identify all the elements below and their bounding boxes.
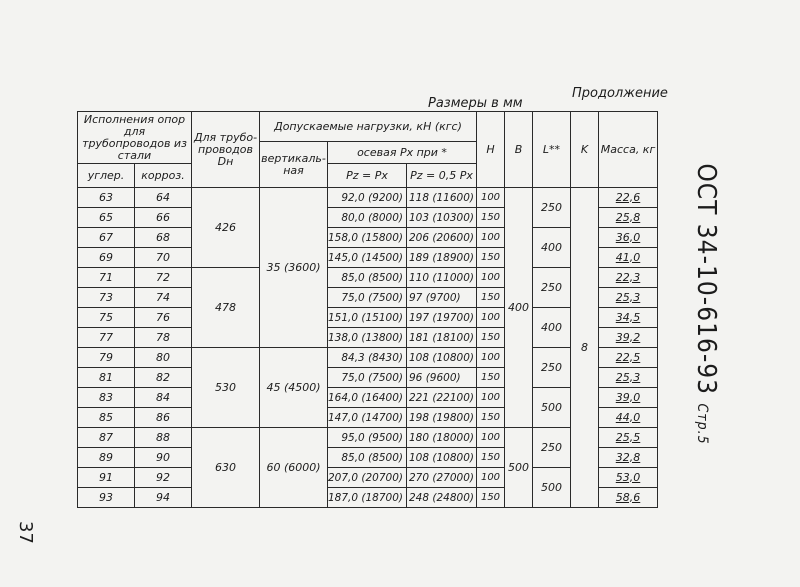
vertical-load-cell: 45 (4500) — [260, 348, 328, 428]
corrosion-cell: 64 — [135, 188, 192, 208]
h-cell: 150 — [477, 488, 505, 508]
corrosion-cell: 74 — [135, 288, 192, 308]
mass-cell: 25,3 — [599, 368, 658, 388]
axial-eq-cell: 164,0 (16400) — [328, 388, 407, 408]
axial-half-cell: 248 (24800) — [407, 488, 477, 508]
h-cell: 100 — [477, 228, 505, 248]
corrosion-cell: 90 — [135, 448, 192, 468]
header-versions: Исполнения опор для трубопроводов из стали — [78, 112, 192, 164]
h-cell: 100 — [477, 468, 505, 488]
axial-eq-cell: 85,0 (8500) — [328, 268, 407, 288]
corrosion-cell: 92 — [135, 468, 192, 488]
l-cell: 250 — [533, 268, 571, 308]
header-carbon: углер. — [78, 164, 135, 188]
axial-eq-cell: 147,0 (14700) — [328, 408, 407, 428]
mass-cell: 25,8 — [599, 208, 658, 228]
carbon-cell: 87 — [78, 428, 135, 448]
axial-half-cell: 96 (9600) — [407, 368, 477, 388]
axial-eq-cell: 75,0 (7500) — [328, 368, 407, 388]
axial-eq-cell: 92,0 (9200) — [328, 188, 407, 208]
header-mass: Масса, кг — [599, 112, 658, 188]
corrosion-cell: 84 — [135, 388, 192, 408]
page-number: 37 — [14, 521, 36, 544]
mass-cell: 22,3 — [599, 268, 658, 288]
mass-cell: 25,5 — [599, 428, 658, 448]
axial-half-cell: 118 (11600) — [407, 188, 477, 208]
corrosion-cell: 72 — [135, 268, 192, 288]
mass-cell: 22,5 — [599, 348, 658, 368]
carbon-cell: 81 — [78, 368, 135, 388]
h-cell: 100 — [477, 388, 505, 408]
header-pz-eq: Pz = Px — [328, 164, 407, 188]
continuation-label: Продолжение — [572, 86, 668, 101]
header-corrosion: корроз. — [135, 164, 192, 188]
corrosion-cell: 86 — [135, 408, 192, 428]
pipe-cell: 630 — [192, 428, 260, 508]
axial-half-cell: 197 (19700) — [407, 308, 477, 328]
header-pipe: Для трубо-проводов Dн — [192, 112, 260, 188]
l-cell: 250 — [533, 188, 571, 228]
pipe-cell: 478 — [192, 268, 260, 348]
corrosion-cell: 76 — [135, 308, 192, 328]
dimensions-note: Размеры в мм — [428, 96, 523, 111]
mass-cell: 32,8 — [599, 448, 658, 468]
l-cell: 500 — [533, 468, 571, 508]
b-cell: 400 — [505, 188, 533, 428]
mass-cell: 44,0 — [599, 408, 658, 428]
axial-half-cell: 181 (18100) — [407, 328, 477, 348]
axial-eq-cell: 151,0 (15100) — [328, 308, 407, 328]
mass-cell: 58,6 — [599, 488, 658, 508]
vertical-load-cell: 35 (3600) — [260, 188, 328, 348]
h-cell: 100 — [477, 268, 505, 288]
axial-eq-cell: 138,0 (13800) — [328, 328, 407, 348]
h-cell: 150 — [477, 368, 505, 388]
k-cell: 8 — [571, 188, 599, 508]
carbon-cell: 75 — [78, 308, 135, 328]
axial-half-cell: 103 (10300) — [407, 208, 477, 228]
h-cell: 150 — [477, 208, 505, 228]
table-row — [78, 188, 658, 208]
carbon-cell: 93 — [78, 488, 135, 508]
mass-cell: 53,0 — [599, 468, 658, 488]
h-cell: 150 — [477, 288, 505, 308]
pipe-cell: 530 — [192, 348, 260, 428]
axial-eq-cell: 85,0 (8500) — [328, 448, 407, 468]
axial-half-cell: 97 (9700) — [407, 288, 477, 308]
mass-cell: 41,0 — [599, 248, 658, 268]
corrosion-cell: 80 — [135, 348, 192, 368]
header-l: L** — [533, 112, 571, 188]
mass-cell: 22,6 — [599, 188, 658, 208]
supports-table — [77, 111, 658, 508]
carbon-cell: 73 — [78, 288, 135, 308]
axial-half-cell: 198 (19800) — [407, 408, 477, 428]
l-cell: 400 — [533, 228, 571, 268]
vertical-load-cell: 60 (6000) — [260, 428, 328, 508]
corrosion-cell: 68 — [135, 228, 192, 248]
axial-half-cell: 189 (18900) — [407, 248, 477, 268]
page-label: Стр.5 — [694, 403, 710, 445]
axial-half-cell: 221 (22100) — [407, 388, 477, 408]
axial-half-cell: 180 (18000) — [407, 428, 477, 448]
l-cell: 400 — [533, 308, 571, 348]
h-cell: 100 — [477, 428, 505, 448]
carbon-cell: 67 — [78, 228, 135, 248]
corrosion-cell: 70 — [135, 248, 192, 268]
carbon-cell: 63 — [78, 188, 135, 208]
h-cell: 100 — [477, 348, 505, 368]
axial-half-cell: 206 (20600) — [407, 228, 477, 248]
l-cell: 250 — [533, 428, 571, 468]
pipe-cell: 426 — [192, 188, 260, 268]
axial-half-cell: 108 (10800) — [407, 348, 477, 368]
h-cell: 150 — [477, 448, 505, 468]
corrosion-cell: 94 — [135, 488, 192, 508]
l-cell: 500 — [533, 388, 571, 428]
h-cell: 100 — [477, 188, 505, 208]
header-b: B — [505, 112, 533, 188]
axial-eq-cell: 75,0 (7500) — [328, 288, 407, 308]
carbon-cell: 91 — [78, 468, 135, 488]
mass-cell: 39,0 — [599, 388, 658, 408]
corrosion-cell: 88 — [135, 428, 192, 448]
corrosion-cell: 82 — [135, 368, 192, 388]
h-cell: 150 — [477, 328, 505, 348]
axial-eq-cell: 158,0 (15800) — [328, 228, 407, 248]
mass-cell: 34,5 — [599, 308, 658, 328]
l-cell: 250 — [533, 348, 571, 388]
axial-half-cell: 270 (27000) — [407, 468, 477, 488]
mass-cell: 39,2 — [599, 328, 658, 348]
h-cell: 150 — [477, 408, 505, 428]
axial-eq-cell: 145,0 (14500) — [328, 248, 407, 268]
axial-half-cell: 110 (11000) — [407, 268, 477, 288]
header-h: H — [477, 112, 505, 188]
h-cell: 100 — [477, 308, 505, 328]
carbon-cell: 83 — [78, 388, 135, 408]
carbon-cell: 79 — [78, 348, 135, 368]
header-vertical: вертикаль-ная — [260, 142, 328, 188]
axial-eq-cell: 187,0 (18700) — [328, 488, 407, 508]
carbon-cell: 77 — [78, 328, 135, 348]
header-loads: Допускаемые нагрузки, кН (кгс) — [260, 112, 477, 142]
axial-half-cell: 108 (10800) — [407, 448, 477, 468]
h-cell: 150 — [477, 248, 505, 268]
corrosion-cell: 66 — [135, 208, 192, 228]
mass-cell: 36,0 — [599, 228, 658, 248]
carbon-cell: 69 — [78, 248, 135, 268]
axial-eq-cell: 207,0 (20700) — [328, 468, 407, 488]
axial-eq-cell: 95,0 (9500) — [328, 428, 407, 448]
corrosion-cell: 78 — [135, 328, 192, 348]
axial-eq-cell: 80,0 (8000) — [328, 208, 407, 228]
mass-cell: 25,3 — [599, 288, 658, 308]
header-k: K — [571, 112, 599, 188]
header-axial: осевая Px при * — [328, 142, 477, 164]
b-cell: 500 — [505, 428, 533, 508]
carbon-cell: 71 — [78, 268, 135, 288]
header-pz-half: Pz = 0,5 Px — [407, 164, 477, 188]
carbon-cell: 89 — [78, 448, 135, 468]
document-code-text: ОСТ 34-10-616-93 — [691, 163, 721, 396]
carbon-cell: 65 — [78, 208, 135, 228]
carbon-cell: 85 — [78, 408, 135, 428]
axial-eq-cell: 84,3 (8430) — [328, 348, 407, 368]
